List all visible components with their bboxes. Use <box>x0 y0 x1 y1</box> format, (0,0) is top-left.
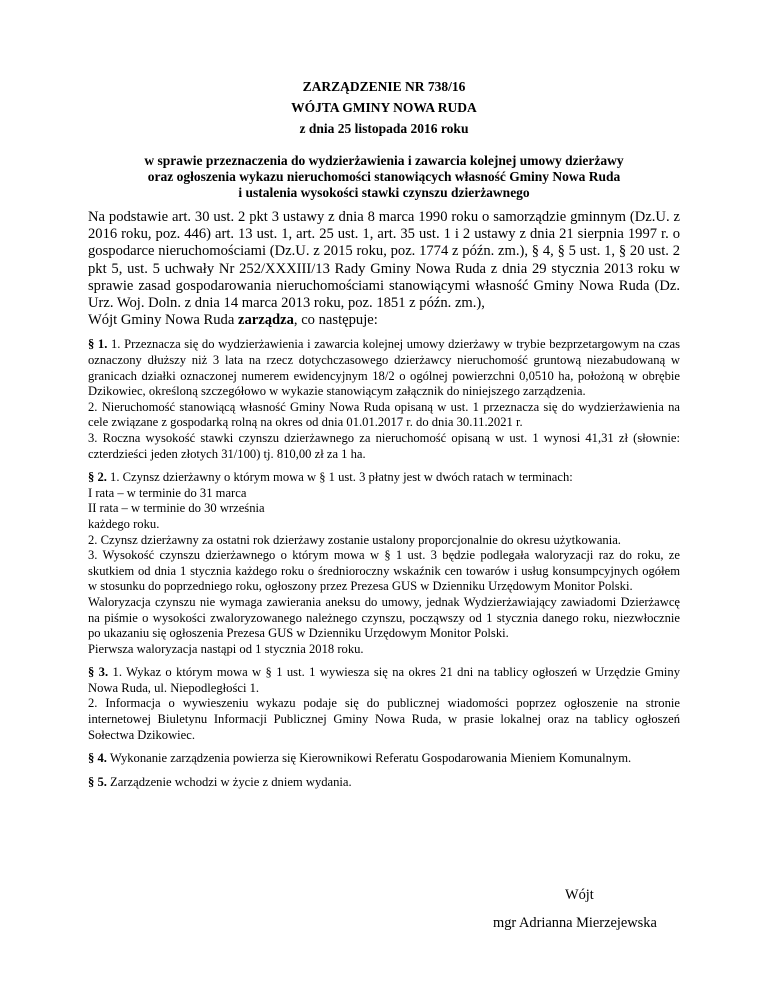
subject <box>88 153 680 201</box>
section-3-label: § 3. <box>88 665 109 680</box>
section-5-text: Zarządzenie wchodzi w życie z dniem wydania. <box>110 774 352 789</box>
legal-basis: Na podstawie art. 30 ust. 2 pkt 3 ustawy z dnia 8 marca 1990 roku o samorządzie gminnym (Dz.U. z 2016 roku, poz. 446) art. 13 ust. 1, art. 25 ust. 1, art. 35 ust. 1 i 2 ustawy z dnia 21 sierpnia 1997 r. o gospodarce nieruchomościami (Dz.U. z 2015 roku, poz. 1774 z późn. zm.), § 4, § 5 ust. 1, § 20 ust. 2 pkt 5, ust. 5 uchwały Nr 252/XXXIII/13 Rady Gminy Nowa Ruda z dnia 29 stycznia 2013 roku w sprawie zasad gospodarowania nieruchomościami stanowiącymi własność Gminy Nowa Ruda (Dz. Urz. Woj. Doln. z dnia 14 marca 2013 roku, poz. 1851 z późn. zm.), <box>88 209 680 312</box>
section-3-para-1: 1. Wykaz o którym mowa w § 1 ust. 1 wywiesza się na okres 21 dni na tablicy ogłoszeń w Urzędzie Gminy Nowa Ruda, ul. Niepodległości 1. <box>88 665 681 695</box>
issuer: WÓJTA GMINY NOWA RUDA <box>291 100 477 115</box>
section-5 <box>88 775 680 791</box>
section-1-label: § 1. <box>88 337 108 352</box>
subject-line-2: oraz ogłoszenia wykazu nieruchomości stanowiących własność Gminy Nowa Ruda <box>147 169 621 184</box>
section-2-each-year: każdego roku. <box>88 516 160 531</box>
section-1 <box>88 337 680 462</box>
ordinance-number: ZARZĄDZENIE NR 738/16 <box>302 79 466 94</box>
section-2-para-4: Waloryzacja czynszu nie wymaga zawierania aneksu do umowy, jednak Wydzierżawiający zawiadomi Dzierżawcę na piśmie o wysokości zwaloryzowanego należnego czynszu, począwszy od 1 stycznia danego roku, niezwłocznie po ukazaniu się ogłoszenia Prezesa GUS w Dzienniku Urzędowym Monitor Polski. <box>88 594 680 641</box>
section-2-label: § 2. <box>88 470 107 485</box>
document-page <box>88 78 680 790</box>
section-2-para-1: 1. Czynsz dzierżawny o którym mowa w § 1 ust. 3 płatny jest w dwóch ratach w terminach: <box>110 470 573 485</box>
section-5-label: § 5. <box>88 774 107 789</box>
section-2-rate-1: I rata – w terminie do 31 marca <box>88 485 247 500</box>
section-3-para-2: 2. Informacja o wywieszeniu wykazu podaje się do publicznej wiadomości poprzez ogłoszenie na stronie internetowej Biuletynu Informacji Publicznej Gminy Nowa Ruda, w prasie lokalnej oraz na tablicy ogłoszeń Sołectwa Dzikowiec. <box>88 696 680 742</box>
subject-line-1: w sprawie przeznaczenia do wydzierżawienia i zawarcia kolejnej umowy dzierżawy <box>144 153 624 168</box>
signature-name: mgr Adrianna Mierzejewska <box>493 915 657 931</box>
subject-line-3: i ustalenia wysokości stawki czynszu dzierżawnego <box>238 185 530 200</box>
section-2-para-3: 3. Wysokość czynszu dzierżawnego o którym mowa w § 1 ust. 3 będzie podlegała waloryzacji raz do roku, ze skutkiem od dnia 1 stycznia każdego roku o średnioroczny wskaźnik cen towarów i usług konsumpcyjnych ogółem w stosunku do poprzedniego roku, ogłoszony przez Prezesa GUS w Dzienniku Urzędowym Monitor Polski. <box>88 548 680 594</box>
section-1-para-1: 1. Przeznacza się do wydzierżawienia i zawarcia kolejnej umowy dzierżawy w trybie bezprzetargowym na czas oznaczony dłuższy niż 3 lata na rzecz dotychczasowego dzierżawcy nieruchomość gruntową niezabudowaną w granicach działki oznaczonej numerem ewidencyjnym 18/2 o ogólnej powierzchni 0,0510 ha, położoną w obrębie Dzikowiec, określoną szczegółowo w wykazie stanowiącym załącznik do niniejszego zarządzenia. <box>88 337 681 399</box>
section-4 <box>88 751 680 767</box>
section-2 <box>88 470 680 657</box>
section-2-para-2: 2. Czynsz dzierżawny za ostatni rok dzierżawy zostanie ustalony proporcjonalnie do okresu użytkowania. <box>88 532 621 547</box>
section-2-rate-2: II rata – w terminie do 30 września <box>88 501 265 516</box>
zarzadza-keyword: zarządza <box>237 312 294 329</box>
section-1-para-3: 3. Roczna wysokość stawki czynszu dzierżawnego za nieruchomość opisaną w ust. 1 wynosi 41,31 zł (słownie: czterdzieści jeden złotych 31/100) tj. 810,00 zł za 1 ha. <box>88 430 680 461</box>
preamble-closing: Wójt Gminy Nowa Ruda zarządza, co następuje: <box>88 312 378 329</box>
signature-title: Wójt <box>565 887 594 903</box>
preamble <box>88 209 680 329</box>
issue-date: z dnia 25 listopada 2016 roku <box>299 121 469 136</box>
section-4-text: Wykonanie zarządzenia powierza się Kierownikowi Referatu Gospodarowania Mieniem Komunalnym. <box>109 751 632 766</box>
section-2-para-5: Pierwsza waloryzacja nastąpi od 1 stycznia 2018 roku. <box>88 641 364 656</box>
section-3 <box>88 665 680 743</box>
section-4-label: § 4. <box>88 751 107 766</box>
section-1-para-2: 2. Nieruchomość stanowiącą własność Gminy Nowa Ruda opisaną w ust. 1 przeznacza się do wydzierżawienia na cele związane z gospodarką rolną na okres od dnia 01.01.2017 r. do dnia 30.11.2021 r. <box>88 399 680 430</box>
